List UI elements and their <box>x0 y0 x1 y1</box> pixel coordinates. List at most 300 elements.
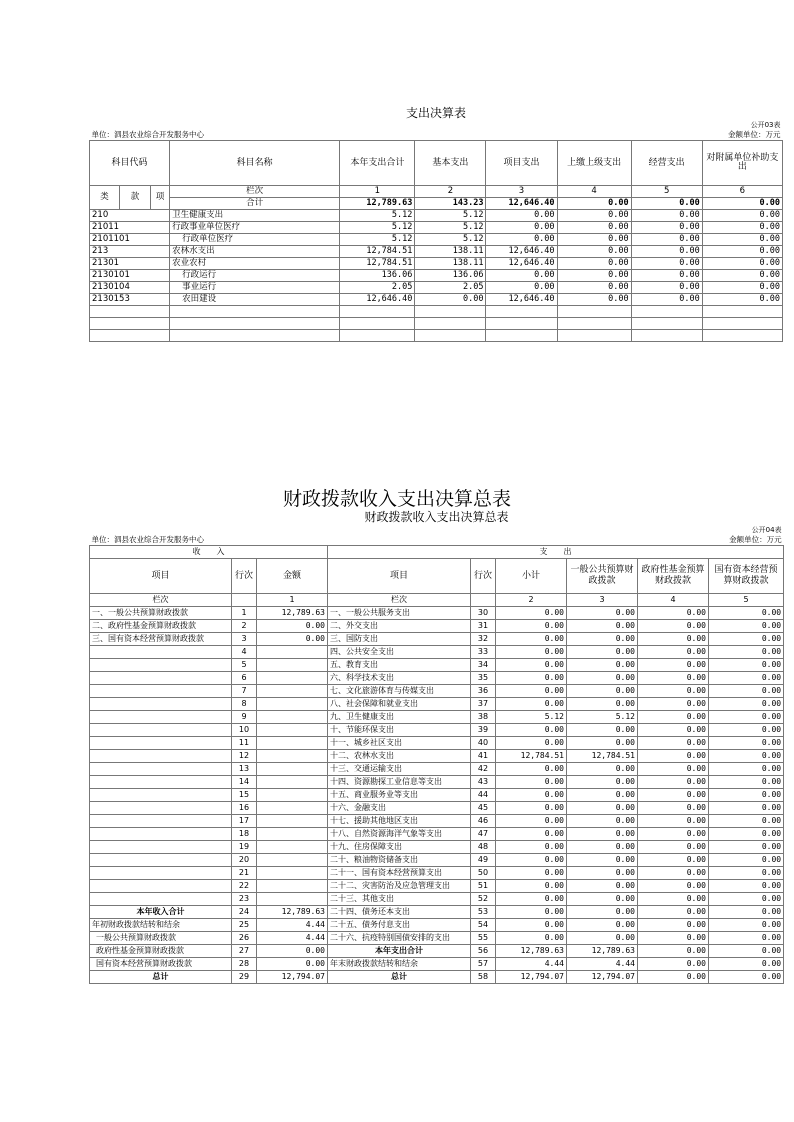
value-cell: 5.12 <box>340 210 415 222</box>
lanci-label: 栏次 <box>90 594 232 607</box>
value-cell: 0.00 <box>631 246 702 258</box>
subject-name: 事业运行 <box>170 282 340 294</box>
table-row <box>90 945 784 958</box>
total-cell: 143.23 <box>415 198 486 210</box>
expense-value: 0.00 <box>496 698 567 711</box>
expense-value: 0.00 <box>638 607 709 620</box>
expense-line: 37 <box>471 698 496 711</box>
value-cell: 0.00 <box>702 210 782 222</box>
expense-item: 本年支出合计 <box>328 945 471 958</box>
income-amount <box>257 841 328 854</box>
header-item: 项目 <box>90 559 232 594</box>
income-line: 1 <box>232 607 257 620</box>
subject-code: 21011 <box>90 222 170 234</box>
expense-value: 0.00 <box>567 906 638 919</box>
subject-name: 农业农村 <box>170 258 340 270</box>
expense-value: 0.00 <box>567 646 638 659</box>
expense-value: 0.00 <box>496 828 567 841</box>
expense-value: 0.00 <box>709 776 784 789</box>
expense-item: 十六、金融支出 <box>328 802 471 815</box>
table-row <box>90 646 784 659</box>
expense-line: 46 <box>471 815 496 828</box>
value-cell: 2.05 <box>340 282 415 294</box>
expense-value: 0.00 <box>567 659 638 672</box>
expense-value: 0.00 <box>496 841 567 854</box>
income-item: 三、国有资本经营预算财政拨款 <box>90 633 232 646</box>
header-subsidy: 对附属单位补助支出 <box>702 141 782 186</box>
income-line: 14 <box>232 776 257 789</box>
col-num: 6 <box>702 186 782 198</box>
expense-line: 38 <box>471 711 496 724</box>
expense-value: 0.00 <box>709 659 784 672</box>
expense-value: 0.00 <box>638 724 709 737</box>
expense-value: 5.12 <box>496 711 567 724</box>
value-cell: 0.00 <box>486 222 557 234</box>
expense-value: 0.00 <box>638 906 709 919</box>
value-cell: 0.00 <box>557 270 631 282</box>
income-item <box>90 659 232 672</box>
value-cell: 136.06 <box>415 270 486 282</box>
expense-item: 二十四、债务还本支出 <box>328 906 471 919</box>
value-cell: 2.05 <box>415 282 486 294</box>
expense-value: 0.00 <box>709 880 784 893</box>
form-code: 公开03表 <box>750 121 781 129</box>
header-amount: 金额 <box>257 559 328 594</box>
expense-value: 0.00 <box>567 854 638 867</box>
expense-value: 0.00 <box>709 945 784 958</box>
income-line: 21 <box>232 867 257 880</box>
expense-line: 39 <box>471 724 496 737</box>
header-total: 本年支出合计 <box>340 141 415 186</box>
income-amount <box>257 867 328 880</box>
expense-value: 0.00 <box>496 776 567 789</box>
income-line: 2 <box>232 620 257 633</box>
expense-value: 0.00 <box>496 854 567 867</box>
expense-value: 0.00 <box>567 893 638 906</box>
income-amount <box>257 854 328 867</box>
value-cell: 0.00 <box>557 282 631 294</box>
income-item <box>90 815 232 828</box>
income-line: 26 <box>232 932 257 945</box>
expense-value: 0.00 <box>638 711 709 724</box>
expense-item: 年末财政拨款结转和结余 <box>328 958 471 971</box>
expense-value: 0.00 <box>567 724 638 737</box>
subject-name: 卫生健康支出 <box>170 210 340 222</box>
col-num: 4 <box>557 186 631 198</box>
expense-value: 0.00 <box>709 867 784 880</box>
col-num: 4 <box>638 594 709 607</box>
total-cell: 12,646.40 <box>486 198 557 210</box>
table-row <box>90 854 784 867</box>
income-amount <box>257 776 328 789</box>
expense-value: 0.00 <box>638 802 709 815</box>
expense-value: 0.00 <box>709 737 784 750</box>
expense-item: 二十三、其他支出 <box>328 893 471 906</box>
table-row <box>90 971 784 984</box>
expense-value: 0.00 <box>638 880 709 893</box>
table-row <box>90 711 784 724</box>
value-cell: 0.00 <box>631 210 702 222</box>
income-item <box>90 737 232 750</box>
table-row <box>90 258 783 270</box>
table-row <box>90 932 784 945</box>
subject-code: 21301 <box>90 258 170 270</box>
expense-value: 0.00 <box>567 776 638 789</box>
income-line: 9 <box>232 711 257 724</box>
value-cell: 0.00 <box>631 234 702 246</box>
expense-value: 0.00 <box>709 854 784 867</box>
subject-name: 农林水支出 <box>170 246 340 258</box>
header-business: 经营支出 <box>631 141 702 186</box>
expenditure-table <box>89 105 783 342</box>
expense-value: 0.00 <box>638 763 709 776</box>
expense-value: 0.00 <box>638 776 709 789</box>
expense-value: 0.00 <box>709 932 784 945</box>
col-num: 5 <box>631 186 702 198</box>
expense-value: 0.00 <box>709 750 784 763</box>
subject-code: 2101101 <box>90 234 170 246</box>
expense-value: 0.00 <box>709 724 784 737</box>
income-line: 19 <box>232 841 257 854</box>
expense-value: 0.00 <box>567 763 638 776</box>
table-row <box>90 880 784 893</box>
value-cell: 0.00 <box>486 282 557 294</box>
expense-value: 5.12 <box>567 711 638 724</box>
value-cell: 12,646.40 <box>486 246 557 258</box>
income-item <box>90 711 232 724</box>
expense-item: 十五、商业服务业等支出 <box>328 789 471 802</box>
table-row <box>90 958 784 971</box>
expense-value: 0.00 <box>567 841 638 854</box>
income-line: 23 <box>232 893 257 906</box>
expense-item: 十三、交通运输支出 <box>328 763 471 776</box>
table-row <box>90 802 784 815</box>
header-project: 项目支出 <box>486 141 557 186</box>
income-item <box>90 776 232 789</box>
expense-value: 0.00 <box>709 633 784 646</box>
income-item <box>90 867 232 880</box>
expense-line: 34 <box>471 659 496 672</box>
expense-value: 0.00 <box>709 906 784 919</box>
expense-item: 八、社会保障和就业支出 <box>328 698 471 711</box>
income-line: 24 <box>232 906 257 919</box>
value-cell: 5.12 <box>415 210 486 222</box>
value-cell: 0.00 <box>486 234 557 246</box>
value-cell: 0.00 <box>415 294 486 306</box>
value-cell: 0.00 <box>702 258 782 270</box>
table-row <box>90 620 784 633</box>
subject-code: 210 <box>90 210 170 222</box>
value-cell: 5.12 <box>340 234 415 246</box>
value-cell: 12,784.51 <box>340 258 415 270</box>
expense-item: 十一、城乡社区支出 <box>328 737 471 750</box>
expense-value: 0.00 <box>638 854 709 867</box>
total-cell: 0.00 <box>631 198 702 210</box>
total-cell: 12,789.63 <box>340 198 415 210</box>
value-cell: 138.11 <box>415 258 486 270</box>
income-line: 22 <box>232 880 257 893</box>
expense-value: 0.00 <box>496 906 567 919</box>
expense-line: 35 <box>471 672 496 685</box>
income-amount: 12,794.07 <box>257 971 328 984</box>
expense-value: 0.00 <box>567 828 638 841</box>
expense-value: 0.00 <box>496 685 567 698</box>
income-item <box>90 724 232 737</box>
income-item <box>90 880 232 893</box>
expense-item: 十七、援助其他地区支出 <box>328 815 471 828</box>
expense-line: 30 <box>471 607 496 620</box>
value-cell: 12,646.40 <box>486 294 557 306</box>
income-line: 15 <box>232 789 257 802</box>
expense-value: 0.00 <box>709 672 784 685</box>
income-amount: 0.00 <box>257 945 328 958</box>
expense-line: 53 <box>471 906 496 919</box>
income-item: 年初财政拨款结转和结余 <box>90 919 232 932</box>
value-cell: 0.00 <box>557 246 631 258</box>
income-amount: 0.00 <box>257 633 328 646</box>
expense-value: 0.00 <box>638 672 709 685</box>
value-cell: 0.00 <box>631 270 702 282</box>
table-row <box>90 659 784 672</box>
income-line: 28 <box>232 958 257 971</box>
income-line: 17 <box>232 815 257 828</box>
heji-label: 合计 <box>170 198 340 210</box>
col-num: 3 <box>567 594 638 607</box>
expense-item: 九、卫生健康支出 <box>328 711 471 724</box>
expense-value: 0.00 <box>709 789 784 802</box>
expense-line: 49 <box>471 854 496 867</box>
expense-line: 41 <box>471 750 496 763</box>
expense-value: 0.00 <box>567 620 638 633</box>
income-line: 16 <box>232 802 257 815</box>
money-unit: 金额单位：万元 <box>496 535 784 546</box>
expense-value: 0.00 <box>638 919 709 932</box>
expense-value: 0.00 <box>638 737 709 750</box>
expense-value: 0.00 <box>709 698 784 711</box>
value-cell: 138.11 <box>415 246 486 258</box>
expense-line: 33 <box>471 646 496 659</box>
header-lei: 类 <box>90 186 120 210</box>
income-line: 5 <box>232 659 257 672</box>
income-amount <box>257 893 328 906</box>
expense-value: 0.00 <box>496 724 567 737</box>
income-item: 一般公共预算财政拨款 <box>90 932 232 945</box>
value-cell: 0.00 <box>702 222 782 234</box>
expense-value: 0.00 <box>638 867 709 880</box>
income-amount <box>257 880 328 893</box>
table-row <box>90 633 784 646</box>
expense-value: 0.00 <box>638 828 709 841</box>
value-cell: 12,646.40 <box>486 258 557 270</box>
expense-value: 12,794.07 <box>567 971 638 984</box>
income-item <box>90 750 232 763</box>
table-row <box>90 607 784 620</box>
col-num: 1 <box>257 594 328 607</box>
expense-value: 0.00 <box>496 607 567 620</box>
total-cell: 0.00 <box>557 198 631 210</box>
expense-value: 0.00 <box>709 646 784 659</box>
table-row <box>90 763 784 776</box>
income-amount <box>257 750 328 763</box>
table-title: 支出决算表 <box>405 106 466 120</box>
expense-value: 0.00 <box>496 919 567 932</box>
income-line: 18 <box>232 828 257 841</box>
income-line: 6 <box>232 672 257 685</box>
expense-value: 0.00 <box>496 880 567 893</box>
subject-name: 行政单位医疗 <box>170 234 340 246</box>
value-cell: 5.12 <box>415 222 486 234</box>
expense-value: 0.00 <box>567 802 638 815</box>
income-line: 10 <box>232 724 257 737</box>
expense-value: 0.00 <box>709 620 784 633</box>
subject-name: 行政运行 <box>170 270 340 282</box>
expense-value: 0.00 <box>638 893 709 906</box>
expense-value: 0.00 <box>496 633 567 646</box>
value-cell: 0.00 <box>557 222 631 234</box>
income-item: 政府性基金预算财政拨款 <box>90 945 232 958</box>
income-amount <box>257 646 328 659</box>
expense-value: 0.00 <box>496 672 567 685</box>
income-amount: 0.00 <box>257 620 328 633</box>
header-code: 科目代码 <box>90 141 170 186</box>
value-cell: 0.00 <box>486 210 557 222</box>
expense-value: 0.00 <box>709 828 784 841</box>
table-row <box>90 867 784 880</box>
value-cell: 5.12 <box>340 222 415 234</box>
expense-value: 0.00 <box>709 971 784 984</box>
expense-line: 45 <box>471 802 496 815</box>
subject-name: 农田建设 <box>170 294 340 306</box>
table-row <box>90 789 784 802</box>
expense-line: 51 <box>471 880 496 893</box>
income-item <box>90 893 232 906</box>
table-row <box>90 750 784 763</box>
expense-value: 0.00 <box>638 932 709 945</box>
expense-value: 0.00 <box>567 607 638 620</box>
expense-value: 12,784.51 <box>496 750 567 763</box>
table-row <box>90 737 784 750</box>
income-amount <box>257 724 328 737</box>
expense-value: 0.00 <box>567 685 638 698</box>
expense-item: 总计 <box>328 971 471 984</box>
value-cell: 0.00 <box>702 234 782 246</box>
expense-line: 43 <box>471 776 496 789</box>
income-amount <box>257 711 328 724</box>
expense-value: 0.00 <box>638 789 709 802</box>
expense-value: 0.00 <box>638 841 709 854</box>
expense-value: 0.00 <box>709 893 784 906</box>
expense-value: 12,789.63 <box>496 945 567 958</box>
expense-value: 0.00 <box>709 607 784 620</box>
income-amount: 4.44 <box>257 932 328 945</box>
value-cell: 0.00 <box>702 294 782 306</box>
income-line: 13 <box>232 763 257 776</box>
expense-value: 0.00 <box>567 672 638 685</box>
income-amount <box>257 737 328 750</box>
expense-value: 0.00 <box>709 763 784 776</box>
header-name: 科目名称 <box>170 141 340 186</box>
expense-value: 0.00 <box>709 958 784 971</box>
value-cell: 0.00 <box>631 282 702 294</box>
value-cell: 0.00 <box>557 258 631 270</box>
expense-value: 0.00 <box>709 919 784 932</box>
income-item <box>90 854 232 867</box>
expense-item: 二十六、抗疫特别国债安排的支出 <box>328 932 471 945</box>
expense-value: 0.00 <box>496 789 567 802</box>
income-amount: 12,789.63 <box>257 607 328 620</box>
income-item <box>90 646 232 659</box>
income-amount: 12,789.63 <box>257 906 328 919</box>
income-item: 二、政府性基金预算财政拨款 <box>90 620 232 633</box>
expense-line: 44 <box>471 789 496 802</box>
income-amount <box>257 828 328 841</box>
expense-line: 48 <box>471 841 496 854</box>
expense-value: 0.00 <box>496 620 567 633</box>
expense-value: 0.00 <box>638 659 709 672</box>
income-item: 本年收入合计 <box>90 906 232 919</box>
subject-name: 行政事业单位医疗 <box>170 222 340 234</box>
table-row <box>90 294 783 306</box>
table-row <box>90 828 784 841</box>
table-row <box>90 270 783 282</box>
table-row <box>90 210 783 222</box>
header-item: 项目 <box>328 559 471 594</box>
income-amount <box>257 815 328 828</box>
expense-value: 0.00 <box>567 737 638 750</box>
expense-value: 0.00 <box>496 867 567 880</box>
value-cell: 0.00 <box>631 294 702 306</box>
expense-value: 0.00 <box>638 633 709 646</box>
expense-value: 0.00 <box>567 698 638 711</box>
value-cell: 0.00 <box>631 222 702 234</box>
expense-value: 0.00 <box>496 802 567 815</box>
income-item <box>90 789 232 802</box>
table-row <box>90 724 784 737</box>
expense-item: 二十、粮油物资储备支出 <box>328 854 471 867</box>
income-amount <box>257 685 328 698</box>
expense-value: 12,789.63 <box>567 945 638 958</box>
expense-value: 0.00 <box>496 893 567 906</box>
expense-value: 0.00 <box>567 867 638 880</box>
subject-code: 2130104 <box>90 282 170 294</box>
value-cell: 0.00 <box>557 210 631 222</box>
expense-value: 0.00 <box>567 789 638 802</box>
expense-value: 12,784.51 <box>567 750 638 763</box>
value-cell: 0.00 <box>631 258 702 270</box>
expense-value: 0.00 <box>638 945 709 958</box>
col-num: 2 <box>496 594 567 607</box>
expense-item: 十、节能环保支出 <box>328 724 471 737</box>
income-item: 总计 <box>90 971 232 984</box>
header-xiang: 项 <box>151 186 170 210</box>
expense-value: 0.00 <box>567 932 638 945</box>
subject-code: 213 <box>90 246 170 258</box>
expense-value: 0.00 <box>567 919 638 932</box>
income-amount <box>257 659 328 672</box>
value-cell: 0.00 <box>702 246 782 258</box>
expense-item: 十八、自然资源海洋气象等支出 <box>328 828 471 841</box>
expense-item: 六、科学技术支出 <box>328 672 471 685</box>
income-amount <box>257 789 328 802</box>
expense-value: 0.00 <box>709 815 784 828</box>
value-cell: 0.00 <box>557 234 631 246</box>
expense-line: 54 <box>471 919 496 932</box>
expense-value: 0.00 <box>638 620 709 633</box>
expense-line: 42 <box>471 763 496 776</box>
table-row <box>90 893 784 906</box>
income-amount <box>257 763 328 776</box>
expense-item: 二十二、灾害防治及应急管理支出 <box>328 880 471 893</box>
